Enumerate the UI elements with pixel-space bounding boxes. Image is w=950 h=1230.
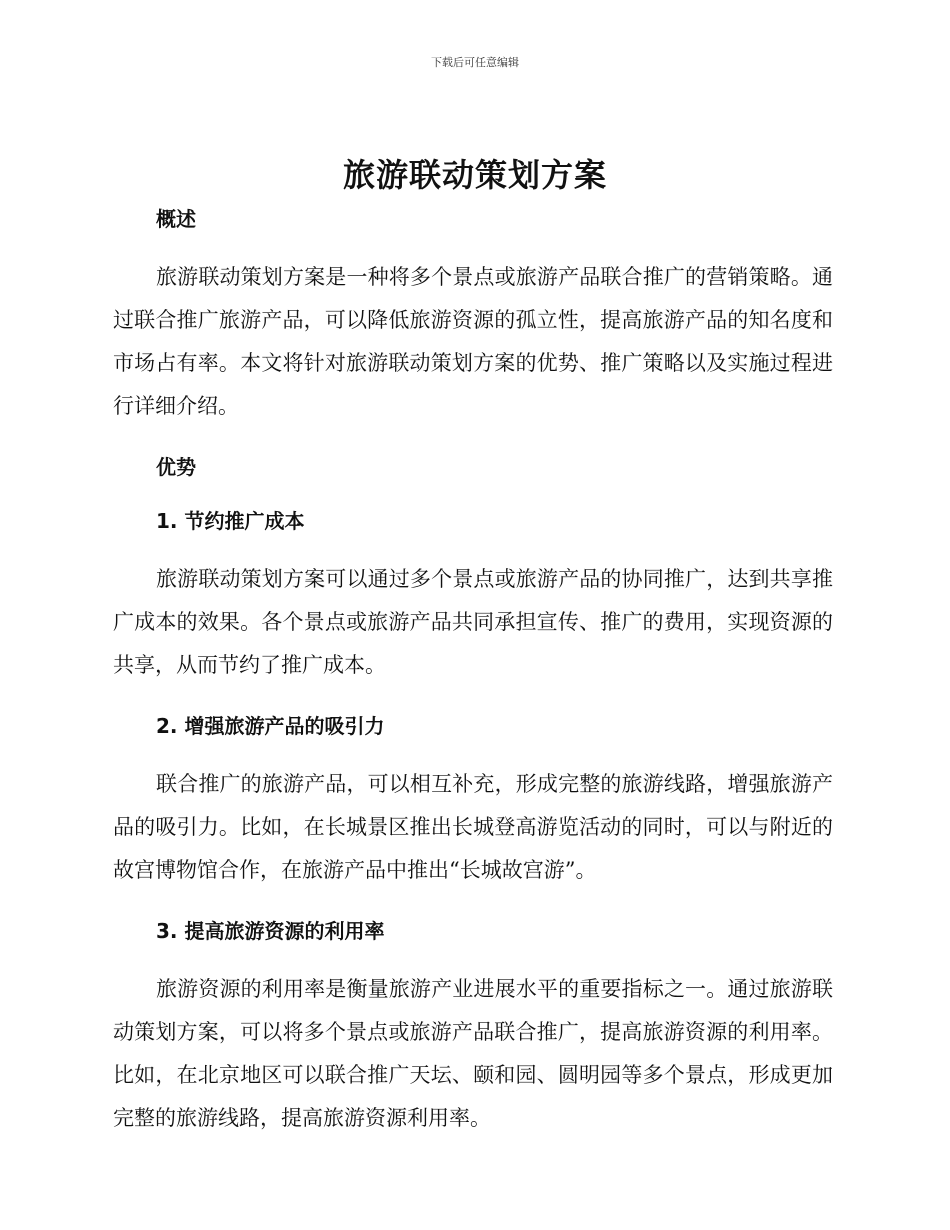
advantage-3-heading: 3. 提高旅游资源的利用率 xyxy=(156,919,385,943)
advantage-1-heading: 1. 节约推广成本 xyxy=(156,509,305,533)
document-body xyxy=(113,204,833,1140)
overview-heading: 概述 xyxy=(156,207,196,231)
advantage-1-paragraph: 旅游联动策划方案可以通过多个景点或旅游产品的协同推广，达到共享推广成本的效果。各个景点或旅游产品共同承担宣传、推广的费用，实现资源的共享，从而节约了推广成本。 xyxy=(113,567,833,677)
advantage-3-paragraph: 旅游资源的利用率是衡量旅游产业进展水平的重要指标之一。通过旅游联动策划方案，可以将多个景点或旅游产品联合推广，提高旅游资源的利用率。比如，在北京地区可以联合推广天坛、颐和园、圆明园等多个景点，形成更加完整的旅游线路，提高旅游资源利用率。 xyxy=(113,977,833,1130)
advantage-2-paragraph: 联合推广的旅游产品，可以相互补充，形成完整的旅游线路，增强旅游产品的吸引力。比如，在长城景区推出长城登高游览活动的同时，可以与附近的故宫博物馆合作，在旅游产品中推出“长城故宫游”。 xyxy=(113,772,833,882)
document-title: 旅游联动策划方案 xyxy=(342,156,607,194)
advantages-heading: 优势 xyxy=(156,455,196,479)
advantage-2-heading: 2. 增强旅游产品的吸引力 xyxy=(156,714,385,738)
header-note: 下载后可任意编辑 xyxy=(431,56,519,69)
overview-paragraph: 旅游联动策划方案是一种将多个景点或旅游产品联合推广的营销策略。通过联合推广旅游产品，可以降低旅游资源的孤立性，提高旅游产品的知名度和市场占有率。本文将针对旅游联动策划方案的优势、推广策略以及实施过程进行详细介绍。 xyxy=(113,265,833,418)
